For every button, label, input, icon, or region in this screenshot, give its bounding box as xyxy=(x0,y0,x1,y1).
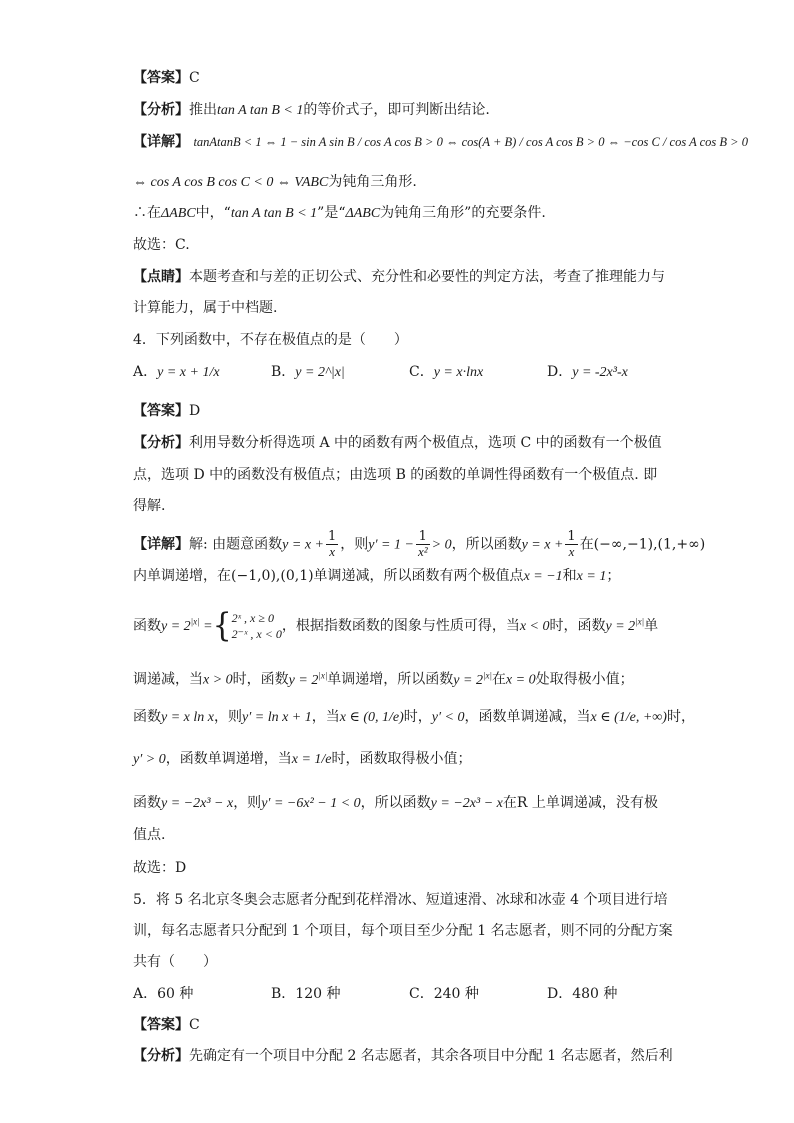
q4-stem: 4．下列函数中，不存在极值点的是（ ） xyxy=(133,332,408,348)
q3-detail-equation: tanAtanB < 1 ⇔ 1 − sin A sin B / cos A cos B > 0 ⇔ cos(A + B) / cos A cos B > 0 ⇔ −cos C / cos A cos B > 0 xyxy=(193,135,748,149)
q4-detail-line5: 函数y = x ln x，则y′ = ln x + 1，当x ∈ (0, 1/e)时，y′ < 0，函数单调递减，当x ∈ (1/e, +∞)时， xyxy=(133,709,695,725)
q5-option-b: B．120 种 xyxy=(271,986,341,1002)
q5-stem-line1: 5．将 5 名北京冬奥会志愿者分配到花样滑冰、短道速滑、冰球和冰壶 4 个项目进行培 xyxy=(133,892,668,908)
q3-answer: 【答案】C xyxy=(133,70,200,86)
q3-choose: 故选：C. xyxy=(133,237,190,253)
q4-detail-line3: 函数$y = 2^{|x|}$ ={ 2ˣ , x ≥ 0 2⁻ˣ , x < 0 ，根据指数函数的图象与性质可得，当x < 0时，函数$y = 2^{|x|}$单 xyxy=(133,606,659,645)
q3-detail-line2: ⇔ cos A cos B cos C < 0 ⇔ VABC为钝角三角形. xyxy=(133,174,417,190)
q5-option-c: C．240 种 xyxy=(409,986,479,1002)
q4-option-b: B．y = 2^|x| xyxy=(271,364,345,380)
q4-choose: 故选：D xyxy=(133,860,187,876)
q4-analysis-line2: 点，选项 D 中的函数没有极值点；由选项 B 的函数的单调性得函数有一个极值点. 即 xyxy=(133,467,658,483)
q3-detail: 【详解】 tanAtanB < 1 ⇔ 1 − sin A sin B / cos A cos B > 0 ⇔ cos(A + B) / cos A cos B > 0 ⇔ −cos C / cos A cos B > 0 xyxy=(133,134,748,150)
q4-detail-line2: 内单调递增，在(−1,0),(0,1)单调递减，所以函数有两个极值点x = −1和x = 1； xyxy=(133,568,621,584)
q4-detail-line8: 值点. xyxy=(133,827,166,843)
q3-analysis: 【分析】推出tan A tan B < 1的等价式子，即可判断出结论. xyxy=(133,102,490,118)
q5-stem-line3: 共有（ ） xyxy=(133,954,217,970)
q5-option-a: A．60 种 xyxy=(133,986,194,1002)
q5-stem-line2: 训，每名志愿者只分配到 1 个项目，每个项目至少分配 1 名志愿者，则不同的分配方案 xyxy=(133,923,673,939)
q4-option-c: C．y = x·lnx xyxy=(409,364,484,380)
q4-detail-line4: 调递减，当x > 0时，函数$y = 2^{|x|}$单调递增，所以函数$y = 2^{|x|}$在x = 0处取得极小值； xyxy=(133,670,634,688)
q5-option-d: D．480 种 xyxy=(547,986,618,1002)
q4-answer: 【答案】D xyxy=(133,403,201,419)
q4-option-d: D．y = -2x³-x xyxy=(547,364,628,380)
q4-detail-line1: 【详解】解: 由题意函数y = x + $\frac{1}{x}$ ，则y′ = 1 − $\frac{1}{\text{x²}}$ > 0，所以函数y = x + $\frac{1}{x}$ 在(−∞,−1),(1,+∞) xyxy=(133,529,706,559)
q5-analysis: 【分析】先确定有一个项目中分配 2 名志愿者，其余各项目中分配 1 名志愿者，然后利 xyxy=(133,1048,673,1064)
q3-review: 【点睛】本题考查和与差的正切公式、充分性和必要性的判定方法，考查了推理能力与 xyxy=(133,269,665,285)
q4-analysis-line3: 得解. xyxy=(133,498,166,514)
q4-detail-line7: 函数y = −2x³ − x，则y′ = −6x² − 1 < 0，所以函数y = −2x³ − x在R 上单调递减，没有极 xyxy=(133,795,658,811)
q4-analysis: 【分析】利用导数分析得选项 A 中的函数有两个极值点，选项 C 中的函数有一个极值 xyxy=(133,435,662,451)
q5-options xyxy=(133,984,673,1006)
q4-options xyxy=(133,362,673,384)
q4-option-a: A．y = x + 1/x xyxy=(133,364,220,380)
q5-answer: 【答案】C xyxy=(133,1017,200,1033)
q3-conclusion: ∴在ΔABC中，“tan A tan B < 1”是“ΔABC为钝角三角形”的充要条件. xyxy=(133,205,546,221)
q3-review-line2: 计算能力，属于中档题. xyxy=(133,300,278,316)
q4-detail-line6: y′ > 0，函数单调递增，当x = 1/e时，函数取得极小值； xyxy=(133,751,472,767)
